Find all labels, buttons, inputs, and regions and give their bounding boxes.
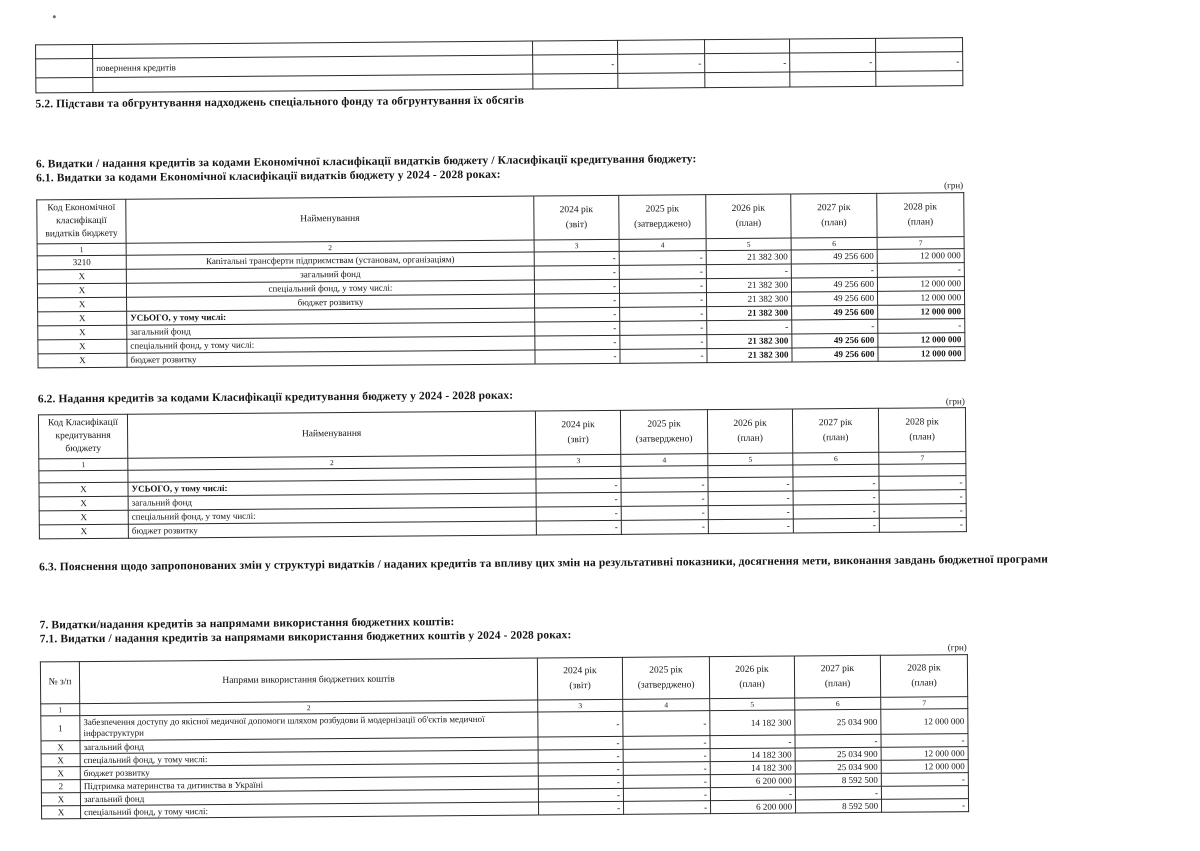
value-cell: - bbox=[621, 506, 708, 521]
year-2028-header: 2028 рік (план) bbox=[877, 193, 964, 238]
credits-classification-table bbox=[38, 407, 967, 539]
value-cell: 12 000 000 bbox=[881, 709, 968, 735]
value-cell bbox=[536, 466, 621, 479]
value-cell: - bbox=[536, 506, 621, 521]
value-cell: 49 256 600 bbox=[792, 305, 878, 320]
value-cell bbox=[881, 786, 968, 800]
value-cell: 25 034 900 bbox=[795, 760, 881, 774]
value-cell: - bbox=[708, 477, 793, 492]
label-cell: загальний фонд bbox=[128, 493, 536, 510]
value-cell: - bbox=[618, 54, 705, 74]
value-cell: - bbox=[877, 263, 964, 278]
value-cell: - bbox=[535, 293, 620, 308]
header-row bbox=[37, 193, 964, 244]
value-cell: - bbox=[538, 801, 623, 815]
value-cell: - bbox=[707, 320, 792, 335]
value-cell: - bbox=[793, 490, 879, 505]
year-2026-header: 2026 рік (план) bbox=[709, 656, 794, 699]
value-cell bbox=[621, 466, 708, 479]
code-cell: X bbox=[37, 283, 126, 298]
directions-column-header: Напрями використання бюджетних коштів bbox=[79, 658, 537, 704]
label-cell: спеціальний фонд, у тому числі: bbox=[81, 802, 539, 819]
returns-credits-table bbox=[35, 37, 963, 93]
value-cell: - bbox=[623, 775, 710, 789]
section-5-2-heading: 5.2. Підстави та обгрунтування надходжень спеціального фонду та обгрунтування їх обсягів bbox=[35, 94, 525, 111]
header-row bbox=[40, 655, 967, 704]
code-cell: X bbox=[41, 754, 80, 767]
value-cell: - bbox=[790, 52, 876, 72]
section-6-1-heading: 6.1. Видатки за кодами Економічної класифікації видатків бюджету у 2024 - 2028 роках: bbox=[36, 168, 501, 185]
value-cell: 49 256 600 bbox=[791, 277, 877, 292]
value-cell: - bbox=[538, 749, 623, 763]
value-cell bbox=[793, 464, 879, 477]
value-cell: - bbox=[623, 801, 710, 815]
value-cell: - bbox=[621, 520, 708, 535]
value-cell: - bbox=[535, 335, 620, 350]
value-cell bbox=[705, 39, 790, 54]
row-number-column-header: № з/п bbox=[40, 662, 79, 704]
code-column-header: Код Економічної класифікації видатків бюджету bbox=[37, 199, 126, 244]
numbering-row: 1 2 3 4 5 6 7 bbox=[37, 237, 964, 256]
value-cell: 12 000 000 bbox=[877, 249, 964, 264]
value-cell: - bbox=[623, 762, 710, 776]
value-cell: 6 200 000 bbox=[710, 800, 795, 814]
numbering-row: 1 2 3 4 5 6 7 bbox=[41, 697, 968, 716]
value-cell: 12 000 000 bbox=[878, 347, 965, 362]
code-cell: X bbox=[41, 793, 80, 806]
value-cell: - bbox=[793, 504, 879, 519]
year-2026-header: 2026 рік (план) bbox=[706, 194, 791, 239]
year-2025-header: 2025 рік (затверджено) bbox=[619, 195, 706, 240]
value-cell bbox=[879, 464, 966, 477]
value-cell: - bbox=[538, 762, 623, 776]
label-cell: УСЬОГО, у тому числі: bbox=[127, 308, 535, 325]
name-column-header: Найменування bbox=[126, 196, 534, 243]
label-cell: Забезпечення доступу до якісної медичної допомоги шляхом розбудови й модернізації об'єктів медичної інфраструктури bbox=[80, 712, 538, 741]
value-cell bbox=[876, 71, 963, 87]
section-7-1-heading: 7.1. Видатки / надання кредитів за напрямами використання бюджетних коштів у 2024 - 2028 роках: bbox=[39, 629, 572, 646]
year-2025-header: 2025 рік (затверджено) bbox=[622, 657, 709, 700]
code-cell: 3210 bbox=[37, 255, 126, 270]
year-2028-header: 2028 рік (план) bbox=[880, 655, 967, 698]
code-cell: X bbox=[38, 325, 127, 340]
value-cell: 6 200 000 bbox=[710, 774, 795, 788]
value-cell: - bbox=[538, 711, 623, 737]
label-cell: бюджет розвитку bbox=[127, 294, 535, 311]
currency-unit-label: (грн) bbox=[945, 396, 965, 407]
value-cell: - bbox=[538, 775, 623, 789]
value-cell: 8 592 500 bbox=[795, 799, 881, 813]
value-cell: - bbox=[623, 711, 710, 737]
code-cell: X bbox=[37, 269, 126, 284]
value-cell: - bbox=[620, 293, 707, 308]
year-2028-header: 2028 рік (план) bbox=[878, 408, 965, 453]
section-6-3-heading: 6.3. Пояснення щодо запропонованих змін у структурі видатків / наданих кредитів та впливу цих змін на результативні показники, досягнення мети, виконання завдань бюджетної програми bbox=[39, 553, 1049, 574]
label-cell: спеціальний фонд, у тому числі: bbox=[126, 280, 534, 297]
value-cell: - bbox=[538, 736, 623, 750]
label-cell: спеціальний фонд, у тому числі: bbox=[127, 336, 535, 353]
value-cell: - bbox=[535, 349, 620, 364]
value-cell: - bbox=[710, 787, 795, 801]
code-cell: X bbox=[41, 767, 80, 780]
label-cell: загальний фонд bbox=[80, 789, 538, 806]
label-cell: загальний фонд bbox=[127, 322, 535, 339]
value-cell: - bbox=[706, 264, 791, 279]
value-cell: 25 034 900 bbox=[795, 747, 881, 761]
value-cell: 49 256 600 bbox=[792, 333, 878, 348]
value-cell bbox=[790, 38, 876, 53]
scan-speck bbox=[53, 15, 56, 18]
value-cell: - bbox=[621, 492, 708, 507]
label-cell: загальний фонд bbox=[126, 266, 534, 283]
value-cell: - bbox=[708, 519, 793, 534]
value-cell: 12 000 000 bbox=[881, 760, 968, 774]
value-cell: - bbox=[619, 265, 706, 280]
value-cell bbox=[533, 40, 618, 55]
value-cell: - bbox=[793, 476, 879, 491]
header-row bbox=[38, 408, 965, 459]
numbering-row: 1 2 3 4 5 6 7 bbox=[39, 452, 966, 471]
value-cell: - bbox=[621, 478, 708, 493]
value-cell: 12 000 000 bbox=[877, 291, 964, 306]
value-cell: - bbox=[620, 335, 707, 350]
value-cell: - bbox=[795, 734, 881, 748]
value-cell: - bbox=[619, 251, 706, 266]
value-cell: - bbox=[534, 251, 619, 266]
value-cell: - bbox=[536, 520, 621, 535]
value-cell: 14 182 300 bbox=[710, 710, 795, 736]
value-cell: 25 034 900 bbox=[795, 709, 881, 735]
value-cell: - bbox=[879, 504, 966, 519]
value-cell: - bbox=[791, 263, 877, 278]
value-cell bbox=[705, 72, 790, 88]
value-cell bbox=[790, 71, 876, 87]
value-cell bbox=[618, 73, 705, 89]
code-cell bbox=[36, 58, 93, 77]
value-cell: - bbox=[536, 478, 621, 493]
name-column-header: Найменування bbox=[127, 411, 535, 458]
code-cell: 2 bbox=[41, 780, 80, 793]
currency-unit-label: (грн) bbox=[944, 180, 964, 191]
value-cell bbox=[708, 465, 793, 478]
label-cell: УСЬОГО, у тому числі: bbox=[128, 479, 536, 496]
value-cell: - bbox=[534, 265, 619, 280]
value-cell: - bbox=[879, 518, 966, 533]
value-cell: 21 382 300 bbox=[707, 306, 792, 321]
year-2025-header: 2025 рік (затверджено) bbox=[620, 410, 707, 455]
code-cell bbox=[36, 44, 93, 58]
value-cell: 21 382 300 bbox=[707, 334, 792, 349]
year-2027-header: 2027 рік (план) bbox=[791, 193, 877, 238]
code-cell: X bbox=[39, 482, 128, 497]
code-cell: X bbox=[38, 339, 127, 354]
value-cell: - bbox=[705, 53, 790, 73]
section-7-heading: 7. Видатки/надання кредитів за напрямами використання бюджетних коштів: bbox=[39, 616, 455, 632]
value-cell: - bbox=[535, 321, 620, 336]
value-cell: - bbox=[535, 307, 620, 322]
value-cell: 21 382 300 bbox=[707, 292, 792, 307]
code-cell: X bbox=[42, 806, 81, 819]
value-cell: 21 382 300 bbox=[706, 278, 791, 293]
value-cell: - bbox=[619, 279, 706, 294]
value-cell: - bbox=[623, 736, 710, 750]
value-cell: - bbox=[795, 786, 881, 800]
value-cell: - bbox=[876, 52, 963, 72]
value-cell: - bbox=[534, 279, 619, 294]
value-cell: 49 256 600 bbox=[792, 347, 878, 362]
value-cell bbox=[533, 73, 618, 89]
label-cell: загальний фонд bbox=[80, 737, 538, 754]
value-cell bbox=[876, 38, 963, 53]
value-cell: 12 000 000 bbox=[877, 277, 964, 292]
code-cell: X bbox=[39, 496, 128, 511]
year-2024-header: 2024 рік (звіт) bbox=[535, 410, 620, 455]
value-cell: 49 256 600 bbox=[791, 249, 877, 264]
year-2027-header: 2027 рік (план) bbox=[794, 655, 880, 698]
label-cell: Капітальні трансферти підприємствам (установам, організаціям) bbox=[126, 252, 534, 269]
label-cell: повернення кредитів bbox=[93, 55, 533, 77]
value-cell: 49 256 600 bbox=[792, 291, 878, 306]
code-column-header: Код Класифікації кредитування бюджету bbox=[38, 414, 127, 459]
code-cell: X bbox=[39, 510, 128, 525]
value-cell: - bbox=[620, 321, 707, 336]
value-cell: - bbox=[881, 773, 968, 787]
value-cell: - bbox=[879, 490, 966, 505]
section-6-2-heading: 6.2. Надання кредитів за кодами Класифікації кредитування бюджету у 2024 - 2028 роках: bbox=[37, 389, 514, 406]
value-cell: - bbox=[708, 491, 793, 506]
value-cell: - bbox=[620, 349, 707, 364]
value-cell: 14 182 300 bbox=[710, 761, 795, 775]
label-cell: спеціальний фонд, у тому числі: bbox=[80, 750, 538, 767]
code-cell: X bbox=[41, 741, 80, 754]
year-2027-header: 2027 рік (план) bbox=[792, 408, 878, 453]
code-cell bbox=[39, 470, 128, 483]
year-2024-header: 2024 рік (звіт) bbox=[537, 657, 622, 700]
code-cell: X bbox=[38, 311, 127, 326]
year-2024-header: 2024 рік (звіт) bbox=[534, 195, 619, 240]
value-cell: - bbox=[881, 799, 968, 813]
value-cell: - bbox=[538, 788, 623, 802]
value-cell: - bbox=[878, 319, 965, 334]
label-cell: спеціальний фонд, у тому числі: bbox=[128, 507, 536, 524]
value-cell: - bbox=[533, 54, 618, 74]
label-cell: бюджет розвитку bbox=[128, 521, 536, 538]
code-cell bbox=[36, 77, 93, 92]
value-cell: - bbox=[536, 492, 621, 507]
value-cell: 12 000 000 bbox=[878, 333, 965, 348]
value-cell: - bbox=[793, 518, 879, 533]
value-cell: 12 000 000 bbox=[881, 747, 968, 761]
label-cell: бюджет розвитку bbox=[80, 763, 538, 780]
value-cell: - bbox=[620, 307, 707, 322]
code-cell: X bbox=[38, 353, 127, 368]
value-cell: - bbox=[708, 505, 793, 520]
value-cell: 8 592 500 bbox=[795, 773, 881, 787]
expenditures-economic-classification-table bbox=[36, 192, 965, 368]
code-cell: 1 bbox=[41, 716, 80, 741]
value-cell: 12 000 000 bbox=[878, 305, 965, 320]
value-cell: - bbox=[623, 788, 710, 802]
value-cell: - bbox=[879, 476, 966, 491]
label-cell: Підтримка материнства та дитинства в Україні bbox=[80, 776, 538, 793]
section-6-heading: 6. Видатки / надання кредитів за кодами Економічної класифікації видатків бюджету / Класифікації кредитування бюджету: bbox=[35, 153, 697, 171]
value-cell: - bbox=[792, 319, 878, 334]
value-cell: 21 382 300 bbox=[706, 250, 791, 265]
value-cell: 14 182 300 bbox=[710, 748, 795, 762]
code-cell: X bbox=[38, 297, 127, 312]
currency-unit-label: (грн) bbox=[947, 642, 967, 653]
spending-directions-table bbox=[40, 654, 969, 819]
label-cell: бюджет розвитку bbox=[127, 350, 535, 367]
year-2026-header: 2026 рік (план) bbox=[707, 409, 792, 454]
value-cell: - bbox=[881, 734, 968, 748]
label-cell bbox=[93, 74, 533, 92]
value-cell bbox=[618, 40, 705, 55]
code-cell: X bbox=[39, 524, 128, 539]
value-cell: - bbox=[623, 749, 710, 763]
value-cell: 21 382 300 bbox=[707, 348, 792, 363]
value-cell: - bbox=[710, 735, 795, 749]
